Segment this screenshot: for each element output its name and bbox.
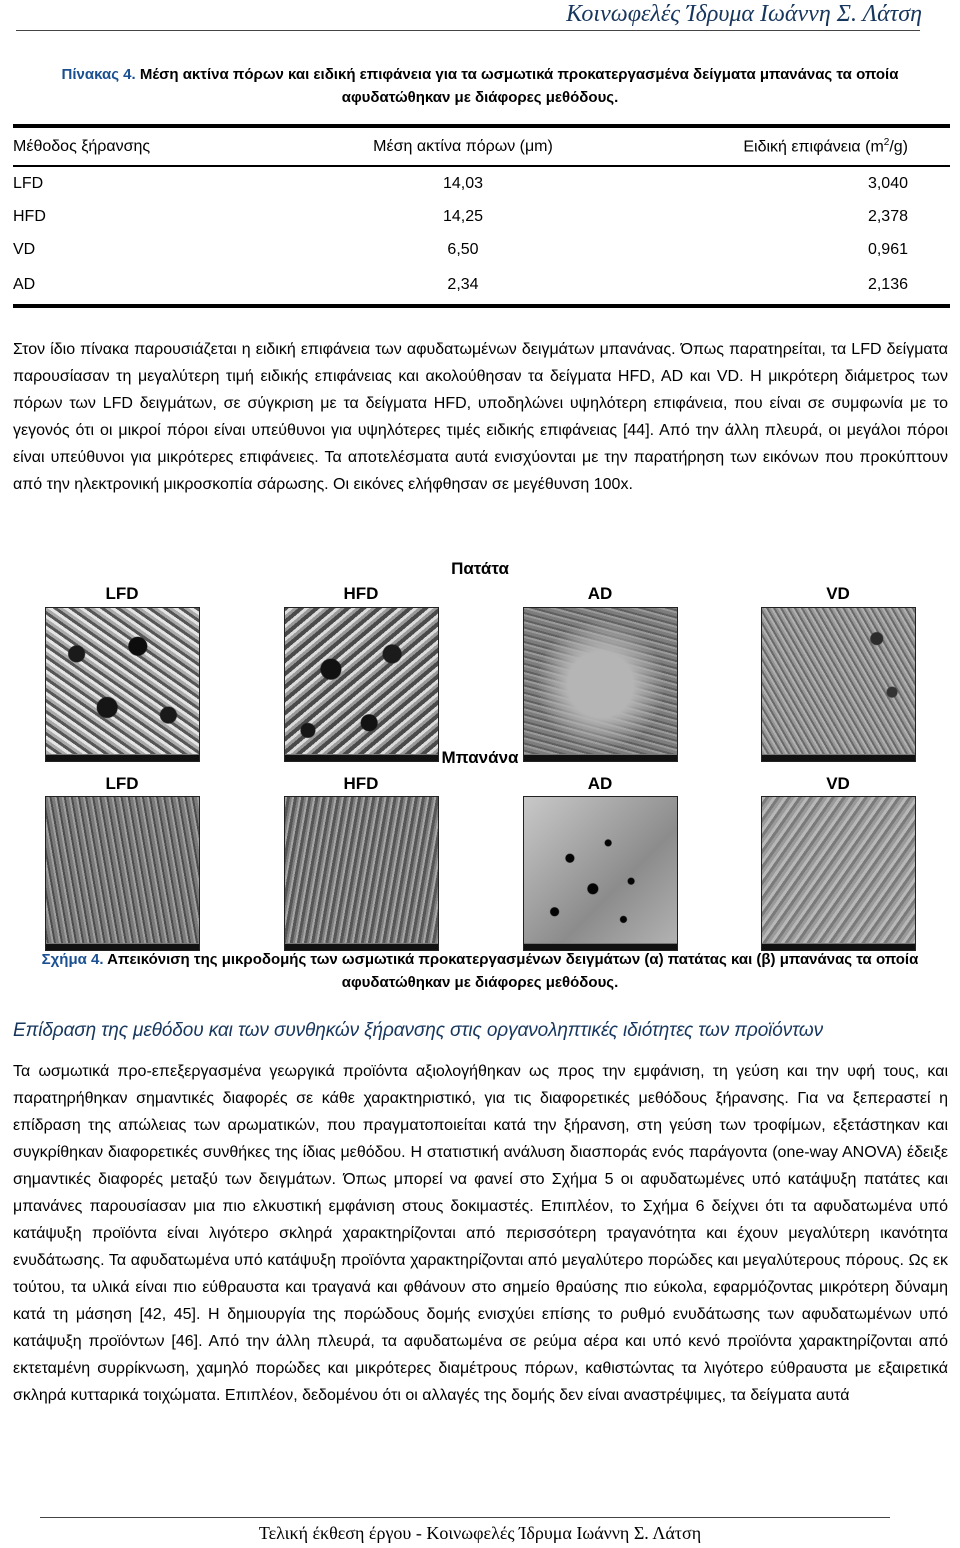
image-label: AD [587,584,613,603]
table-cell: AD [13,276,36,293]
column-header-method: Μέθοδος ξήρανσης [13,137,151,155]
sem-image-banana-vd [761,796,916,951]
figure-title-potato: Πατάτα [451,559,509,578]
header-title: Κοινωφελές Ίδρυμα Ιωάννη Σ. Λάτση [566,1,922,27]
image-label: VD [826,584,850,603]
image-label: AD [587,774,613,793]
table-caption-label: Πίνακας 4. [61,66,136,83]
section-heading: Επίδραση της μεθόδου και των συνθηκών ξήρανσης στις οργανοληπτικές ιδιότητες των προϊόντων [13,1020,823,1041]
column-header-pore-radius: Μέση ακτίνα πόρων (μm) [373,137,553,155]
footer-text: Τελική έκθεση έργου - Κοινωφελές Ίδρυμα Ιωάννη Σ. Λάτση [258,1523,702,1543]
table-caption-text: Μέση ακτίνα πόρων και ειδική επιφάνεια για τα ωσμωτικά προκατεργασμένα δείγματα μπανάνας τα οποία αφυδατώθηκαν με διάφορες μεθόδους. [135,66,899,106]
footer-divider [40,1517,890,1518]
table-cell: 2,34 [447,276,479,293]
sem-image-potato-ad [523,607,678,762]
table-row [13,166,950,200]
sem-image-banana-ad [523,796,678,951]
table-cell: HFD [13,207,46,225]
image-label: LFD [105,584,139,603]
table-cell: VD [13,240,36,258]
body-paragraph-2: Τα ωσμωτικά προ-επεξεργασμένα γεωργικά προϊόντα αξιολογήθηκαν ως προς την εμφάνιση, τη γεύση και την υφή τους, και παρατηρήθηκαν σημαντικές διαφορές σε κάθε χαρακτηριστικό, για τις διαφορετικές μεθόδους ξήρανσης. Για να ξεπεραστεί η επίδραση της απώλειας των αρωματικών, που πραγματοποιείται κατά την ξήρανση, στη γεύση των τροφίμων, εξετάστηκαν και συγκρίθηκαν διαφορετικές συνθήκες της ίδιας μεθόδου. Η στατιστική ανάλυση διασποράς ενός παράγοντα (one-way ANOVA) έδειξε σημαντικές διαφορές μεταξύ των δειγμάτων. Όπως μπορεί να φανεί στο Σχήμα 5 οι αφυδατωμένες υπό κατάψυξη πατάτες και μπανάνες παρουσίασαν μια πιο ελκυστική εμφάνιση στους δοκιμαστές. Επιπλέον, το Σχήμα 6 δείχνει ότι τα αφυδατωμένα υπό κατάψυξη προϊόντα είναι λιγότερο σκληρά χαρακτηρίζονται από περισσότερη τραγανότητα και έχουν μεγαλύτερη ικανότητα ενυδάτωσης. Τα αφυδατωμένα υπό κατάψυξη προϊόντα χαρακτηρίζονται από μεγαλύτερο πορώδες και μεγαλύτερους πόρους. Ως εκ τούτου, τα υλικά είναι πιο εύθραυστα και τραγανά και φθάνουν στο σημείο θραύσης πιο εύκολα, εφαρμόζοντας μικρότερη δύναμη κατά τη μάσηση [42, 45]. Η δημιουργία της πορώδους δομής ενισχύει επίσης το ρυθμό ενυδάτωσης των αφυδατωμένων υπό κατάψυξη προϊόντων [46]. Από την άλλη πλευρά, τα αφυδατωμένα σε ρεύμα αέρα και υπό κενό προϊόντα χαρακτηρίζονται από εκτεταμένη συρρίκνωση, χαμηλό πορώδες και μικρότερες διαμέτρους πόρων, καθιστώντας τα λιγότερο εύθραυστα με εξαιρετικά σκληρά κυτταρικά τοιχώματα. Επιπλέον, δεδομένου ότι οι αλλαγές της δομής δεν είναι αναστρέψιμες, τα δείγματα αυτά [13,1063,948,1404]
table-cell: 2,136 [867,276,908,293]
figure-caption [8,948,952,994]
table-cell: 6,50 [447,240,479,258]
table-row [13,200,950,233]
table-cell: 2,378 [867,207,908,225]
table-row [13,266,950,306]
table-row [13,233,950,266]
image-label: HFD [343,584,379,603]
table-caption [8,63,952,109]
image-label: LFD [105,774,139,793]
header-divider [16,30,920,31]
sem-image-potato-vd [761,607,916,762]
table-cell: LFD [13,174,44,192]
figure-caption-label: Σχήμα 4. [41,951,104,968]
sem-image-potato-lfd [45,607,200,762]
figure-title-banana: Μπανάνα [441,748,519,767]
column-header-specific-surface: Ειδική επιφάνεια $(m^2/g)$ [743,136,908,156]
sem-image-potato-hfd [284,607,439,762]
body-paragraph-1: Στον ίδιο πίνακα παρουσιάζεται η ειδική επιφάνεια των αφυδατωμένων δειγμάτων μπανάνας. Όπως παρατηρείται, τα LFD δείγματα παρουσίασαν τη μεγαλύτερη τιμή ειδικής επιφάνειας και ακολούθησαν τα δείγματα HFD, AD και VD. Η μικρότερη διάμετρος των πόρων των LFD δειγμάτων, σε σύγκριση με τα δείγματα HFD, υποδηλώνει υψηλότερη επιφάνεια, που είναι σε συμφωνία με το γεγονός ότι οι μικροί πόροι είναι υπεύθυνοι για υψηλότερες τιμές ειδικής επιφάνειας [44]. Από την άλλη πλευρά, οι μεγάλοι πόροι είναι υπεύθυνοι για μικρότερες επιφάνειες. Τα αποτελέσματα αυτά ενισχύονται με την παρατήρηση των εικόνων που προκύπτουν από την ηλεκτρονική μικροσκοπία σάρωσης. Οι εικόνες ελήφθησαν σε μεγέθυνση 100x. [13,341,948,493]
sem-image-banana-lfd [45,796,200,951]
table-header-row [13,126,950,166]
image-label: HFD [343,774,379,793]
sem-image-banana-hfd [284,796,439,951]
image-label: VD [826,774,850,793]
table-cell: 0,961 [867,240,908,258]
figure-caption-text: Απεικόνιση της μικροδομής των ωσμωτικά προκατεργασμένων δειγμάτων (α) πατάτας και (β) μπανάνας τα οποία αφυδατώθηκαν με διάφορες μεθόδους. [103,951,919,991]
pore-radius-table [13,124,950,308]
table-cell: 3,040 [867,174,908,192]
table-cell: 14,03 [442,174,484,192]
table-cell: 14,25 [442,207,484,225]
